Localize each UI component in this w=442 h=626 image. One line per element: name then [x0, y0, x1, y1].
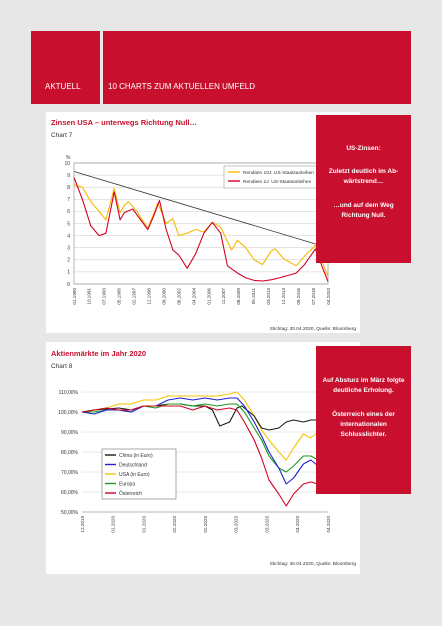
- callout2-line1: Auf Absturz im März folgte deutliche Erholung.: [322, 377, 405, 394]
- y-tick-label: 110,00%: [58, 389, 78, 396]
- y-tick-label: 1: [67, 269, 70, 276]
- legend-label: China (in Euro): [119, 452, 153, 459]
- chart8-panel: [46, 342, 360, 574]
- x-tick-label: 02.2020: [172, 516, 178, 533]
- x-tick-label: 09.2016: [295, 288, 301, 305]
- y-tick-label: 9: [67, 172, 70, 179]
- y-tick-label: 80,00%: [61, 449, 78, 456]
- series-line: [82, 404, 328, 430]
- legend-label: Deutschland: [119, 462, 147, 469]
- series-line: [74, 178, 328, 282]
- x-tick-label: 07.2018: [310, 288, 316, 305]
- chart8-source-note: Stichtag: 30.04.2020, Quelle: Bloomberg: [269, 562, 356, 567]
- chart8-plot: [46, 378, 360, 568]
- x-tick-label: 04.2004: [191, 288, 197, 305]
- header-title: 10 CHARTS ZUM AKTUELLEN UMFELD: [108, 82, 255, 91]
- chart8-label: Chart 8: [51, 363, 73, 370]
- callout1-title: US-Zinsen:: [346, 145, 381, 152]
- callout1-line1: Zuletzt deutlich im Ab-wärtstrend…: [328, 168, 399, 185]
- x-tick-label: 01.2020: [110, 516, 116, 533]
- x-tick-label: 02.2020: [202, 516, 208, 533]
- x-tick-label: 12.2014: [280, 288, 286, 305]
- x-tick-label: 03.2013: [266, 288, 272, 305]
- callout1-line2: …und auf dem Weg Richtung Null.: [333, 202, 394, 219]
- y-tick-label: 50,00%: [61, 509, 78, 516]
- x-tick-label: 04.2020: [325, 288, 331, 305]
- x-tick-label: 05.1995: [116, 288, 122, 305]
- callout2-line2: Österreich eines der internationalen Schlusslichter.: [332, 411, 395, 438]
- header-section-label: AKTUELL: [45, 82, 81, 91]
- chart8-callout: [316, 346, 411, 494]
- x-tick-label: 04.2020: [325, 516, 331, 533]
- y-tick-label: 8: [67, 185, 70, 191]
- y-tick-label: 10: [64, 160, 70, 167]
- chart7-callout: [316, 115, 411, 263]
- chart7-panel: [46, 112, 360, 333]
- y-tick-label: 4: [67, 233, 70, 240]
- x-tick-label: 08.2009: [236, 288, 242, 305]
- x-tick-label: 01.2006: [206, 288, 212, 305]
- x-tick-label: 11.2007: [221, 288, 227, 305]
- x-tick-label: 01.2020: [141, 516, 147, 533]
- chart8-title: Aktienmärkte im Jahr 2020: [51, 349, 147, 358]
- x-tick-label: 03.2020: [233, 516, 239, 533]
- x-tick-label: 06.2002: [176, 288, 182, 305]
- y-tick-label: 100,00%: [58, 409, 78, 416]
- legend-label: Renditen 2J. US-Staatsanleihen: [243, 179, 312, 185]
- y-tick-label: 7: [67, 197, 70, 204]
- chart7-source-note: Stichtag: 30.04.2020, Quelle: Bloomberg: [269, 327, 356, 332]
- y-tick-label: 70,00%: [61, 469, 78, 476]
- x-tick-label: 05.2011: [251, 288, 257, 305]
- x-tick-label: 10.1991: [86, 288, 92, 305]
- x-tick-label: 04.2020: [295, 516, 301, 533]
- legend-label: Österreich: [119, 490, 143, 497]
- y-tick-label: 5: [67, 221, 70, 228]
- x-tick-label: 12.1998: [146, 288, 152, 305]
- x-tick-label: 09.2000: [161, 288, 167, 305]
- y-tick-label: 2: [67, 257, 70, 264]
- legend-label: USA (in Euro): [119, 471, 150, 478]
- header-section-box: [31, 31, 100, 104]
- y-tick-label: 0: [67, 281, 70, 288]
- chart7-label: Chart 7: [51, 132, 73, 139]
- chart7-title: Zinsen USA – unterwegs Richtung Null…: [51, 118, 197, 127]
- legend-label: Renditen 10J. US-Staatsanleihen: [243, 170, 314, 176]
- series-line: [74, 185, 328, 277]
- x-tick-label: 12.2019: [79, 516, 85, 533]
- x-tick-label: 02.1997: [131, 288, 137, 305]
- legend-label: Europa: [119, 481, 136, 488]
- y-unit-label: %: [66, 155, 71, 161]
- x-tick-label: 07.1993: [101, 288, 107, 305]
- y-tick-label: 3: [67, 245, 70, 252]
- y-tick-label: 6: [67, 209, 70, 216]
- y-tick-label: 60,00%: [61, 489, 78, 496]
- y-tick-label: 90,00%: [61, 429, 78, 436]
- x-tick-label: 01.1990: [71, 288, 77, 305]
- chart7-plot: [46, 144, 360, 334]
- x-tick-label: 03.2020: [264, 516, 270, 533]
- header-title-box: [103, 31, 411, 104]
